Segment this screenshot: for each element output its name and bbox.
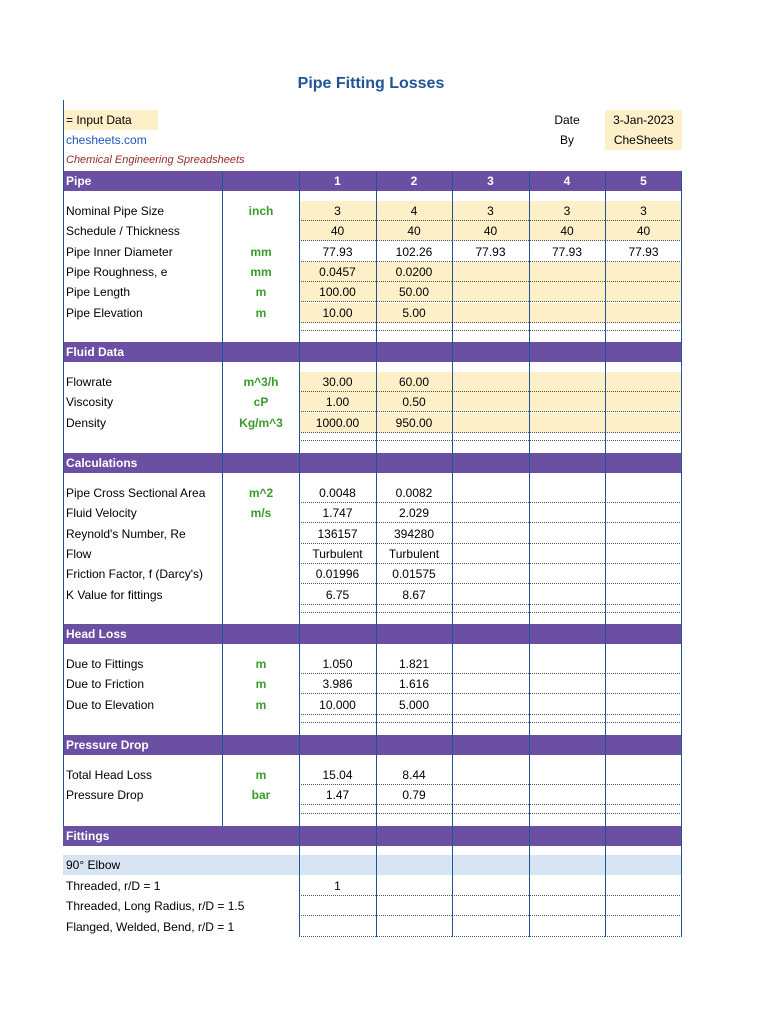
- row-label: Flow: [66, 546, 92, 561]
- value-cell: 0.01575: [376, 564, 452, 584]
- value-cell[interactable]: [529, 262, 605, 282]
- value-cell[interactable]: 40: [299, 221, 376, 241]
- by-value[interactable]: CheSheets: [605, 130, 682, 150]
- value-cell[interactable]: 50.00: [376, 282, 452, 302]
- value-cell: [529, 585, 605, 605]
- value-cell: [452, 483, 529, 503]
- value-cell: [299, 896, 376, 916]
- value-cell: 1.821: [376, 654, 452, 674]
- row-label: Reynold's Number, Re: [66, 526, 186, 541]
- table-row: [63, 785, 682, 805]
- value-cell[interactable]: [605, 413, 682, 433]
- value-cell[interactable]: 40: [605, 221, 682, 241]
- by-label: By: [559, 133, 574, 147]
- value-cell[interactable]: 3: [605, 201, 682, 221]
- grid-line: [63, 100, 64, 826]
- spacer-cell: [605, 605, 682, 613]
- value-cell: [605, 585, 682, 605]
- value-cell: [452, 564, 529, 584]
- spacer-cell: [376, 715, 452, 723]
- table-row: [63, 503, 682, 523]
- value-cell[interactable]: [605, 392, 682, 412]
- row-label: Pipe Length: [66, 285, 131, 300]
- value-cell: Turbulent: [299, 544, 376, 564]
- value-cell[interactable]: [452, 392, 529, 412]
- spacer-row: [63, 605, 682, 613]
- value-cell: [529, 524, 605, 544]
- date-label: Date: [554, 113, 580, 127]
- row-unit: cP: [253, 395, 269, 410]
- value-cell[interactable]: [452, 282, 529, 302]
- spacer-cell: [376, 323, 452, 331]
- value-cell: 1.47: [299, 785, 376, 805]
- spacer-cell: [605, 433, 682, 441]
- row-unit: Kg/m^3: [239, 415, 283, 430]
- value-cell: [452, 896, 529, 916]
- row-unit: [223, 544, 299, 564]
- value-cell: 1.616: [376, 674, 452, 694]
- row-unit: [223, 524, 299, 544]
- grid-line: [452, 171, 453, 937]
- spacer-cell: [376, 433, 452, 441]
- spacer-cell: [299, 806, 376, 814]
- value-cell[interactable]: 0.0200: [376, 262, 452, 282]
- section-title: Fittings: [66, 829, 110, 843]
- table-row: [63, 765, 682, 785]
- value-cell[interactable]: 60.00: [376, 372, 452, 392]
- subheader-label: 90° Elbow: [66, 858, 121, 872]
- header-row-2: [63, 130, 682, 150]
- value-cell: 0.01996: [299, 564, 376, 584]
- row-unit: [223, 585, 299, 605]
- spacer-cell: [452, 323, 529, 331]
- table-row: [63, 524, 682, 544]
- header-row-3: [63, 151, 682, 169]
- spacer-row: [63, 323, 682, 331]
- value-cell[interactable]: 5.00: [376, 303, 452, 323]
- value-cell[interactable]: 950.00: [376, 413, 452, 433]
- value-cell: [529, 785, 605, 805]
- page-title: Pipe Fitting Losses: [297, 75, 445, 92]
- row-label: Flowrate: [66, 375, 113, 389]
- value-cell: [605, 564, 682, 584]
- value-cell: [529, 483, 605, 503]
- spacer-cell: [529, 323, 605, 331]
- value-cell: [529, 896, 605, 916]
- value-cell: [452, 917, 529, 937]
- value-cell: 6.75: [299, 585, 376, 605]
- value-cell[interactable]: [529, 413, 605, 433]
- section-title: Calculations: [66, 456, 138, 470]
- value-cell[interactable]: [529, 372, 605, 392]
- row-label: Pipe Roughness, e: [66, 264, 168, 279]
- value-cell[interactable]: [605, 282, 682, 302]
- row-unit: m^2: [248, 486, 274, 500]
- value-cell: [529, 544, 605, 564]
- row-unit: mm: [250, 244, 272, 259]
- table-row: [63, 654, 682, 674]
- value-cell: [605, 544, 682, 564]
- value-cell: [529, 876, 605, 896]
- row-label: K Value for fittings: [66, 587, 163, 602]
- value-cell: [452, 785, 529, 805]
- value-cell: [605, 785, 682, 805]
- value-cell: [605, 503, 682, 523]
- value-cell: 102.26: [376, 242, 452, 262]
- grid-line: [376, 171, 377, 937]
- value-cell[interactable]: [452, 413, 529, 433]
- value-cell: [299, 917, 376, 937]
- row-label: Pressure Drop: [66, 788, 144, 803]
- value-cell: 394280: [376, 524, 452, 544]
- section-header-fluid: [63, 342, 682, 362]
- value-cell: [605, 674, 682, 694]
- value-cell: [605, 896, 682, 916]
- row-unit: m^3/h: [243, 375, 279, 389]
- table-row: [63, 483, 682, 503]
- value-cell: 8.44: [376, 765, 452, 785]
- row-unit: bar: [251, 788, 271, 803]
- value-cell[interactable]: 4: [376, 201, 452, 221]
- value-cell[interactable]: 0.50: [376, 392, 452, 412]
- section-title: Pressure Drop: [66, 738, 149, 752]
- value-cell: 77.93: [299, 242, 376, 262]
- row-label: Threaded, Long Radius, r/D = 1.5: [66, 899, 245, 914]
- value-cell[interactable]: 1000.00: [299, 413, 376, 433]
- tagline: Chemical Engineering Spreadsheets: [66, 154, 245, 166]
- value-cell: [376, 876, 452, 896]
- value-cell[interactable]: [452, 303, 529, 323]
- value-cell: 0.79: [376, 785, 452, 805]
- section-title: Head Loss: [66, 627, 127, 641]
- spacer-cell: [452, 806, 529, 814]
- row-unit: m: [255, 305, 267, 320]
- value-cell: [605, 876, 682, 896]
- value-cell[interactable]: [605, 262, 682, 282]
- spacer-row: [63, 433, 682, 441]
- table-row: [63, 896, 682, 916]
- row-unit: mm: [250, 264, 272, 279]
- row-label: Fluid Velocity: [66, 506, 137, 521]
- section-title: Pipe: [66, 174, 92, 188]
- table-row: [63, 917, 682, 937]
- value-cell[interactable]: 10.00: [299, 303, 376, 323]
- value-cell: [376, 896, 452, 916]
- value-cell: 1.050: [299, 654, 376, 674]
- value-cell: [605, 917, 682, 937]
- value-cell[interactable]: 100.00: [299, 282, 376, 302]
- row-label: Density: [66, 415, 107, 430]
- table-row: [63, 262, 682, 282]
- date-value[interactable]: 3-Jan-2023: [605, 110, 682, 130]
- value-cell: 136157: [299, 524, 376, 544]
- value-cell[interactable]: [452, 262, 529, 282]
- value-cell: [529, 674, 605, 694]
- spacer-row: [63, 806, 682, 814]
- spacer-cell: [529, 605, 605, 613]
- row-label: Pipe Elevation: [66, 305, 143, 320]
- column-header-5: 5: [640, 174, 647, 188]
- row-label: Viscosity: [66, 395, 114, 410]
- value-cell[interactable]: 3: [452, 201, 529, 221]
- value-cell: [529, 917, 605, 937]
- row-unit: m: [255, 657, 267, 671]
- table-row: [63, 392, 682, 412]
- table-row: [63, 413, 682, 433]
- grid-line: [605, 171, 606, 937]
- value-cell: 15.04: [299, 765, 376, 785]
- fittings-subheader: [63, 855, 682, 875]
- value-cell: [452, 544, 529, 564]
- section-header-pipe: [63, 171, 682, 191]
- value-cell: 77.93: [529, 242, 605, 262]
- value-cell[interactable]: [605, 372, 682, 392]
- spacer-cell: [376, 806, 452, 814]
- value-cell: 0.0048: [299, 483, 376, 503]
- value-cell: [605, 765, 682, 785]
- spacer-row: [63, 715, 682, 723]
- grid-line: [529, 171, 530, 937]
- grid-line: [681, 171, 682, 937]
- value-cell[interactable]: [529, 303, 605, 323]
- table-row: [63, 674, 682, 694]
- spacer-cell: [452, 433, 529, 441]
- row-unit: m: [255, 285, 267, 300]
- table-row: [63, 876, 682, 896]
- row-unit: inch: [248, 204, 274, 218]
- value-cell: [452, 674, 529, 694]
- value-cell[interactable]: [452, 372, 529, 392]
- value-cell: 3.986: [299, 674, 376, 694]
- value-cell: [452, 524, 529, 544]
- value-cell[interactable]: 40: [529, 221, 605, 241]
- spacer-cell: [452, 605, 529, 613]
- value-cell[interactable]: 1.00: [299, 392, 376, 412]
- row-label: Due to Friction: [66, 677, 145, 692]
- input-legend: = Input Data: [64, 110, 158, 130]
- value-cell: Turbulent: [376, 544, 452, 564]
- spacer-cell: [605, 806, 682, 814]
- value-cell: [605, 654, 682, 674]
- value-cell: [529, 503, 605, 523]
- value-cell: [529, 564, 605, 584]
- value-cell: [452, 765, 529, 785]
- value-cell[interactable]: [529, 392, 605, 412]
- spacer-cell: [605, 323, 682, 331]
- row-label: Pipe Cross Sectional Area: [66, 486, 206, 500]
- value-cell: [452, 585, 529, 605]
- value-cell: [605, 483, 682, 503]
- value-cell: 0.0082: [376, 483, 452, 503]
- value-cell: [452, 695, 529, 715]
- header-row-1: [63, 110, 682, 130]
- value-cell: [452, 503, 529, 523]
- row-unit: m: [255, 677, 267, 692]
- row-label: Pipe Inner Diameter: [66, 244, 173, 259]
- row-label: Nominal Pipe Size: [66, 204, 165, 218]
- table-row: [63, 585, 682, 605]
- value-cell: 77.93: [605, 242, 682, 262]
- value-cell: [605, 524, 682, 544]
- value-cell: 1: [299, 876, 376, 896]
- table-row: [63, 695, 682, 715]
- row-label: Threaded, r/D = 1: [66, 879, 161, 893]
- spacer-cell: [529, 806, 605, 814]
- section-title: Fluid Data: [66, 345, 125, 359]
- spacer-cell: [605, 715, 682, 723]
- section-header-calc: [63, 453, 682, 473]
- value-cell[interactable]: [605, 303, 682, 323]
- value-cell[interactable]: 40: [452, 221, 529, 241]
- spacer-cell: [299, 433, 376, 441]
- value-cell[interactable]: 30.00: [299, 372, 376, 392]
- row-unit: m/s: [250, 506, 272, 521]
- row-label: Due to Fittings: [66, 657, 144, 671]
- value-cell: [452, 654, 529, 674]
- value-cell: 8.67: [376, 585, 452, 605]
- table-row: [63, 544, 682, 564]
- row-unit: m: [255, 768, 267, 782]
- spacer-cell: [376, 605, 452, 613]
- table-row: [63, 242, 682, 262]
- row-label: Flanged, Welded, Bend, r/D = 1: [66, 919, 235, 934]
- table-row: [63, 201, 682, 221]
- column-header-4: 4: [563, 174, 571, 188]
- value-cell[interactable]: 3: [299, 201, 376, 221]
- value-cell: [529, 654, 605, 674]
- section-header-head: [63, 624, 682, 644]
- value-cell: [376, 917, 452, 937]
- value-cell: 10.000: [299, 695, 376, 715]
- table-row: [63, 372, 682, 392]
- spacer-cell: [529, 715, 605, 723]
- column-header-2: 2: [410, 174, 418, 188]
- value-cell[interactable]: [529, 282, 605, 302]
- spacer-cell: [299, 323, 376, 331]
- row-unit: m: [255, 697, 267, 712]
- grid-line: [222, 171, 223, 826]
- row-label: Friction Factor, f (Darcy's): [66, 567, 203, 582]
- value-cell[interactable]: 40: [376, 221, 452, 241]
- value-cell: 2.029: [376, 503, 452, 523]
- grid-line: [299, 171, 300, 937]
- value-cell: 1.747: [299, 503, 376, 523]
- value-cell[interactable]: 3: [529, 201, 605, 221]
- spacer-cell: [452, 715, 529, 723]
- value-cell: [605, 695, 682, 715]
- value-cell: [529, 695, 605, 715]
- value-cell: [529, 765, 605, 785]
- spacer-cell: [299, 605, 376, 613]
- table-row: [63, 303, 682, 323]
- section-header-pressure: [63, 735, 682, 755]
- column-header-3: 3: [487, 174, 494, 188]
- site-link[interactable]: chesheets.com: [66, 133, 147, 147]
- table-row: [63, 282, 682, 302]
- column-header-1: 1: [334, 174, 341, 188]
- row-unit: [223, 564, 299, 584]
- value-cell[interactable]: 0.0457: [299, 262, 376, 282]
- table-row: [63, 564, 682, 584]
- table-row: [63, 221, 682, 241]
- value-cell: 77.93: [452, 242, 529, 262]
- row-label: Total Head Loss: [66, 768, 153, 782]
- section-header-fittings: [63, 826, 682, 846]
- spacer-cell: [299, 715, 376, 723]
- spacer-cell: [529, 433, 605, 441]
- row-unit: [223, 221, 299, 241]
- value-cell: 5.000: [376, 695, 452, 715]
- row-label: Schedule / Thickness: [66, 224, 180, 239]
- value-cell: [452, 876, 529, 896]
- row-label: Due to Elevation: [66, 697, 155, 712]
